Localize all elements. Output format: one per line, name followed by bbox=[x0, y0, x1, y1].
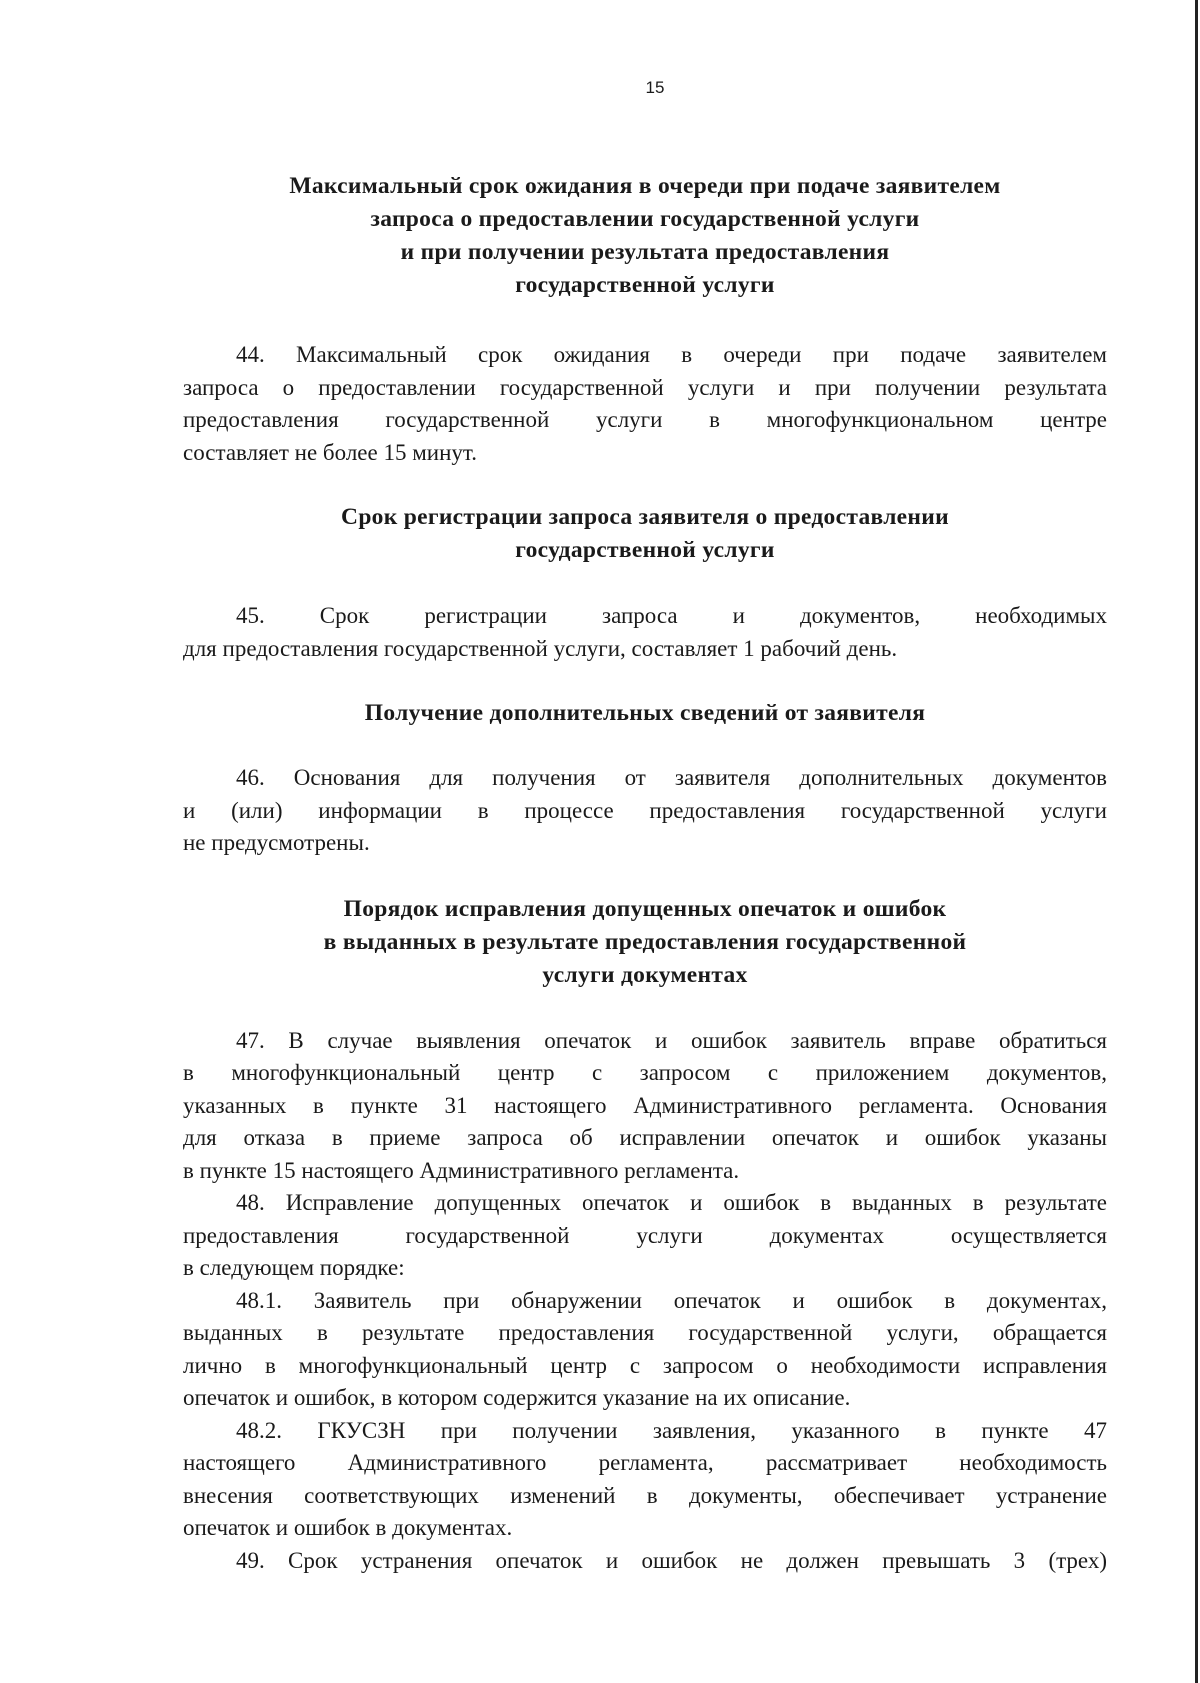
paragraph-line: предоставления государственной услуги в многофункциональном центре bbox=[183, 407, 1107, 432]
paragraph-line: в пункте 15 настоящего Административного регламента. bbox=[183, 1157, 740, 1183]
paragraph-47 bbox=[183, 1025, 1107, 1188]
paragraph-line: опечаток и ошибок в документах. bbox=[183, 1515, 513, 1540]
paragraph-line: опечаток и ошибок, в котором содержится указание на их описание. bbox=[183, 1385, 851, 1410]
paragraph-line: составляет не более 15 минут. bbox=[183, 439, 477, 465]
section-heading-error-correction bbox=[183, 893, 1107, 992]
paragraph-line: и (или) информации в процессе предоставления государственной услуги bbox=[183, 797, 1107, 823]
paragraph-line: 48.2. ГКУСЗН при получении заявления, указанного в пункте 47 bbox=[236, 1417, 1107, 1443]
paragraph-44 bbox=[183, 339, 1107, 469]
heading-line: Максимальный срок ожидания в очереди при подаче заявителем bbox=[289, 173, 1001, 199]
paragraph-line: 46. Основания для получения от заявителя дополнительных документов bbox=[236, 765, 1107, 790]
paragraph-48-2 bbox=[183, 1415, 1107, 1545]
paragraph-46 bbox=[183, 762, 1107, 860]
paragraph-line: для предоставления государственной услуги, составляет 1 рабочий день. bbox=[183, 635, 898, 661]
heading-line: и при получении результата предоставления bbox=[400, 239, 890, 265]
heading-line: Срок регистрации запроса заявителя о предоставлении bbox=[341, 504, 949, 530]
paragraph-45 bbox=[183, 600, 1107, 665]
heading-line: в выданных в результате предоставления государственной bbox=[323, 928, 967, 955]
scan-edge-border bbox=[1195, 0, 1198, 1683]
paragraph-line: 45. Срок регистрации запроса и документов, необходимых bbox=[236, 603, 1107, 628]
paragraph-line: в следующем порядке: bbox=[183, 1255, 405, 1280]
heading-line: услуги документах bbox=[542, 961, 748, 988]
paragraph-line: 47. В случае выявления опечаток и ошибок заявитель вправе обратиться bbox=[236, 1027, 1107, 1053]
heading-line: Получение дополнительных сведений от заявителя bbox=[364, 700, 926, 726]
paragraph-line: 48. Исправление допущенных опечаток и ошибок в выданных в результате bbox=[236, 1190, 1107, 1215]
paragraph-line: не предусмотрены. bbox=[183, 830, 370, 855]
section-heading-registration bbox=[183, 501, 1107, 567]
paragraph-line: выданных в результате предоставления государственной услуги, обращается bbox=[183, 1320, 1107, 1345]
paragraph-line: запроса о предоставлении государственной услуги и при получении результата bbox=[183, 374, 1107, 400]
paragraph-49 bbox=[183, 1545, 1107, 1578]
paragraph-line: настоящего Административного регламента, рассматривает необходимость bbox=[183, 1450, 1107, 1475]
paragraph-line: 48.1. Заявитель при обнаружении опечаток и ошибок в документах, bbox=[236, 1287, 1107, 1313]
document-body bbox=[183, 170, 1107, 1577]
section-heading-queue-wait bbox=[183, 170, 1107, 302]
heading-line: государственной услуги bbox=[515, 537, 775, 563]
heading-line: государственной услуги bbox=[515, 272, 775, 298]
section-heading-additional-info bbox=[183, 697, 1107, 730]
paragraph-48-1 bbox=[183, 1285, 1107, 1415]
page-number: 15 bbox=[645, 78, 665, 97]
paragraph-line: в многофункциональный центр с запросом с приложением документов, bbox=[183, 1060, 1107, 1085]
paragraph-line: лично в многофункциональный центр с запросом о необходимости исправления bbox=[183, 1352, 1107, 1378]
paragraph-line: указанных в пункте 31 настоящего Административного регламента. Основания bbox=[183, 1092, 1107, 1118]
paragraph-48 bbox=[183, 1187, 1107, 1285]
heading-line: Порядок исправления допущенных опечаток и ошибок bbox=[343, 895, 947, 922]
paragraph-line: внесения соответствующих изменений в документы, обеспечивает устранение bbox=[183, 1482, 1107, 1508]
paragraph-line: для отказа в приеме запроса об исправлении опечаток и ошибок указаны bbox=[183, 1125, 1107, 1150]
heading-line: запроса о предоставлении государственной услуги bbox=[370, 206, 920, 232]
paragraph-line: 49. Срок устранения опечаток и ошибок не должен превышать 3 (трех) bbox=[236, 1547, 1107, 1573]
paragraph-line: предоставления государственной услуги документах осуществляется bbox=[183, 1222, 1107, 1248]
paragraph-line: 44. Максимальный срок ожидания в очереди при подаче заявителем bbox=[236, 342, 1107, 367]
